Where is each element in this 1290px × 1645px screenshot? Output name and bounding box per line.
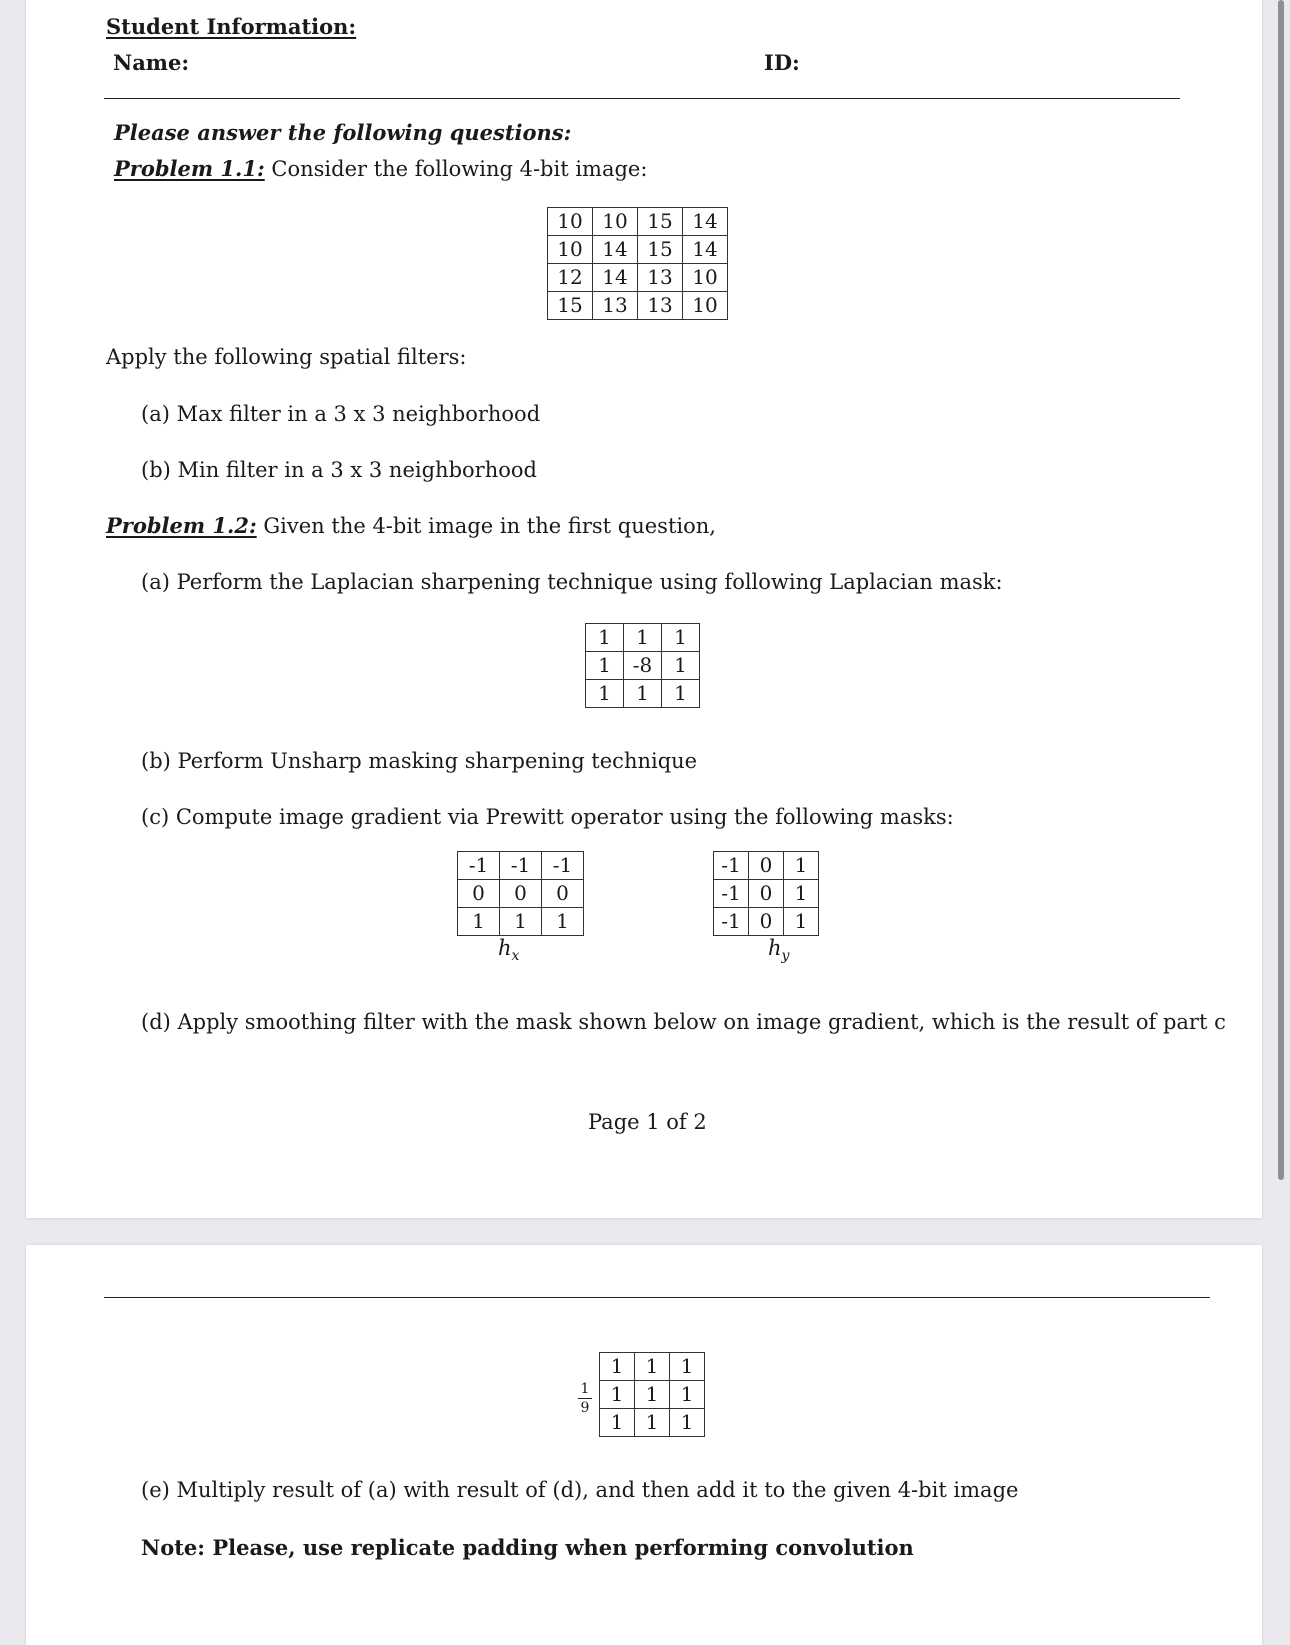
grid-cell: 1	[542, 908, 584, 936]
grid-cell: 1	[784, 880, 819, 908]
grid-row	[600, 1353, 705, 1381]
problem-1-2-label: Problem 1.2:	[106, 513, 257, 538]
grid-cell: -1	[500, 852, 542, 880]
grid-row	[458, 852, 584, 880]
grid-cell: 1	[670, 1353, 705, 1381]
grid-row	[458, 880, 584, 908]
grid-cell: -1	[714, 852, 749, 880]
id-label: ID:	[764, 50, 800, 75]
problem-1-2-text: Given the 4-bit image in the first question,	[263, 514, 716, 538]
prewitt-hy-mask	[713, 851, 819, 936]
page-1	[26, 0, 1262, 1218]
grid-cell: 1	[624, 680, 662, 708]
grid-row	[600, 1381, 705, 1409]
grid-row	[586, 652, 700, 680]
grid-row	[600, 1409, 705, 1437]
grid-cell: 1	[662, 652, 700, 680]
grid-cell: 0	[500, 880, 542, 908]
name-label: Name:	[113, 50, 190, 75]
grid-cell: -1	[458, 852, 500, 880]
grid-cell: 1	[500, 908, 542, 936]
grid-row	[714, 852, 819, 880]
grid-cell: 10	[683, 264, 728, 292]
grid-cell: 15	[548, 292, 593, 320]
problem-1-2-part-b: (b) Perform Unsharp masking sharpening technique	[141, 749, 698, 773]
grid-cell: 0	[749, 852, 784, 880]
grid-row	[548, 236, 728, 264]
grid-cell: 1	[600, 1353, 635, 1381]
problem-1-1-label: Problem 1.1:	[114, 156, 265, 181]
problem-1-1-part-a: (a) Max filter in a 3 x 3 neighborhood	[141, 402, 541, 426]
grid-cell: 1	[662, 680, 700, 708]
grid-cell: -1	[714, 880, 749, 908]
laplacian-mask	[585, 623, 700, 708]
grid-cell: 1	[600, 1381, 635, 1409]
hy-caption: $h_y$	[768, 936, 790, 965]
grid-cell: 13	[638, 264, 683, 292]
problem-1-1-text: Consider the following 4-bit image:	[271, 157, 648, 181]
grid-row	[548, 264, 728, 292]
page-2-header-rule	[104, 1297, 1210, 1298]
grid-cell: 1	[586, 680, 624, 708]
grid-cell: 14	[683, 236, 728, 264]
grid-row	[714, 880, 819, 908]
grid-cell: 0	[458, 880, 500, 908]
instructions: Please answer the following questions:	[114, 120, 572, 145]
grid-cell: 0	[749, 908, 784, 936]
grid-cell: 1	[635, 1381, 670, 1409]
grid-cell: 1	[670, 1381, 705, 1409]
prewitt-hx-mask	[457, 851, 584, 936]
grid-cell: 1	[635, 1409, 670, 1437]
page-number: Page 1 of 2	[588, 1110, 707, 1134]
grid-cell: 14	[593, 264, 638, 292]
grid-cell: 0	[542, 880, 584, 908]
grid-cell: 10	[683, 292, 728, 320]
problem-1-2-part-c: (c) Compute image gradient via Prewitt operator using the following masks:	[141, 805, 954, 829]
grid-cell: 10	[548, 208, 593, 236]
grid-cell: -1	[714, 908, 749, 936]
scrollbar[interactable]	[1278, 0, 1284, 1180]
grid-row	[548, 292, 728, 320]
grid-row	[714, 908, 819, 936]
problem-1-2-part-a: (a) Perform the Laplacian sharpening technique using following Laplacian mask:	[141, 570, 1003, 594]
smoothing-mask	[599, 1352, 705, 1437]
grid-cell: -1	[542, 852, 584, 880]
grid-row	[586, 680, 700, 708]
problem-1-2	[106, 513, 716, 538]
padding-note: Note: Please, use replicate padding when performing convolution	[141, 1535, 914, 1560]
grid-cell: 1	[635, 1353, 670, 1381]
problem-1-1-part-b: (b) Min filter in a 3 x 3 neighborhood	[141, 458, 537, 482]
grid-cell: 0	[749, 880, 784, 908]
grid-cell: 15	[638, 236, 683, 264]
problem-1-2-part-e: (e) Multiply result of (a) with result of (d), and then add it to the given 4-bit image	[141, 1478, 1019, 1502]
page-2	[26, 1245, 1262, 1645]
grid-row	[586, 624, 700, 652]
grid-cell: 1	[458, 908, 500, 936]
grid-cell: -8	[624, 652, 662, 680]
hx-caption: $h_x$	[498, 936, 520, 965]
grid-cell: 1	[624, 624, 662, 652]
grid-cell: 1	[662, 624, 700, 652]
apply-filters-text: Apply the following spatial filters:	[106, 345, 467, 369]
image-grid	[547, 207, 728, 320]
grid-cell: 1	[600, 1409, 635, 1437]
grid-cell: 14	[683, 208, 728, 236]
grid-row	[458, 908, 584, 936]
grid-cell: 1	[670, 1409, 705, 1437]
grid-row	[548, 208, 728, 236]
student-info-title: Student Information:	[106, 14, 357, 39]
grid-cell: 1	[784, 908, 819, 936]
smoothing-fraction: 1 9	[578, 1381, 592, 1416]
grid-cell: 1	[586, 652, 624, 680]
grid-cell: 13	[593, 292, 638, 320]
grid-cell: 15	[638, 208, 683, 236]
grid-cell: 10	[593, 208, 638, 236]
grid-cell: 10	[548, 236, 593, 264]
grid-cell: 12	[548, 264, 593, 292]
grid-cell: 13	[638, 292, 683, 320]
header-rule	[104, 98, 1180, 99]
problem-1-2-part-d: (d) Apply smoothing filter with the mask shown below on image gradient, which is the result of part c	[141, 1010, 1226, 1034]
grid-cell: 1	[586, 624, 624, 652]
problem-1-1	[114, 156, 647, 181]
grid-cell: 14	[593, 236, 638, 264]
grid-cell: 1	[784, 852, 819, 880]
